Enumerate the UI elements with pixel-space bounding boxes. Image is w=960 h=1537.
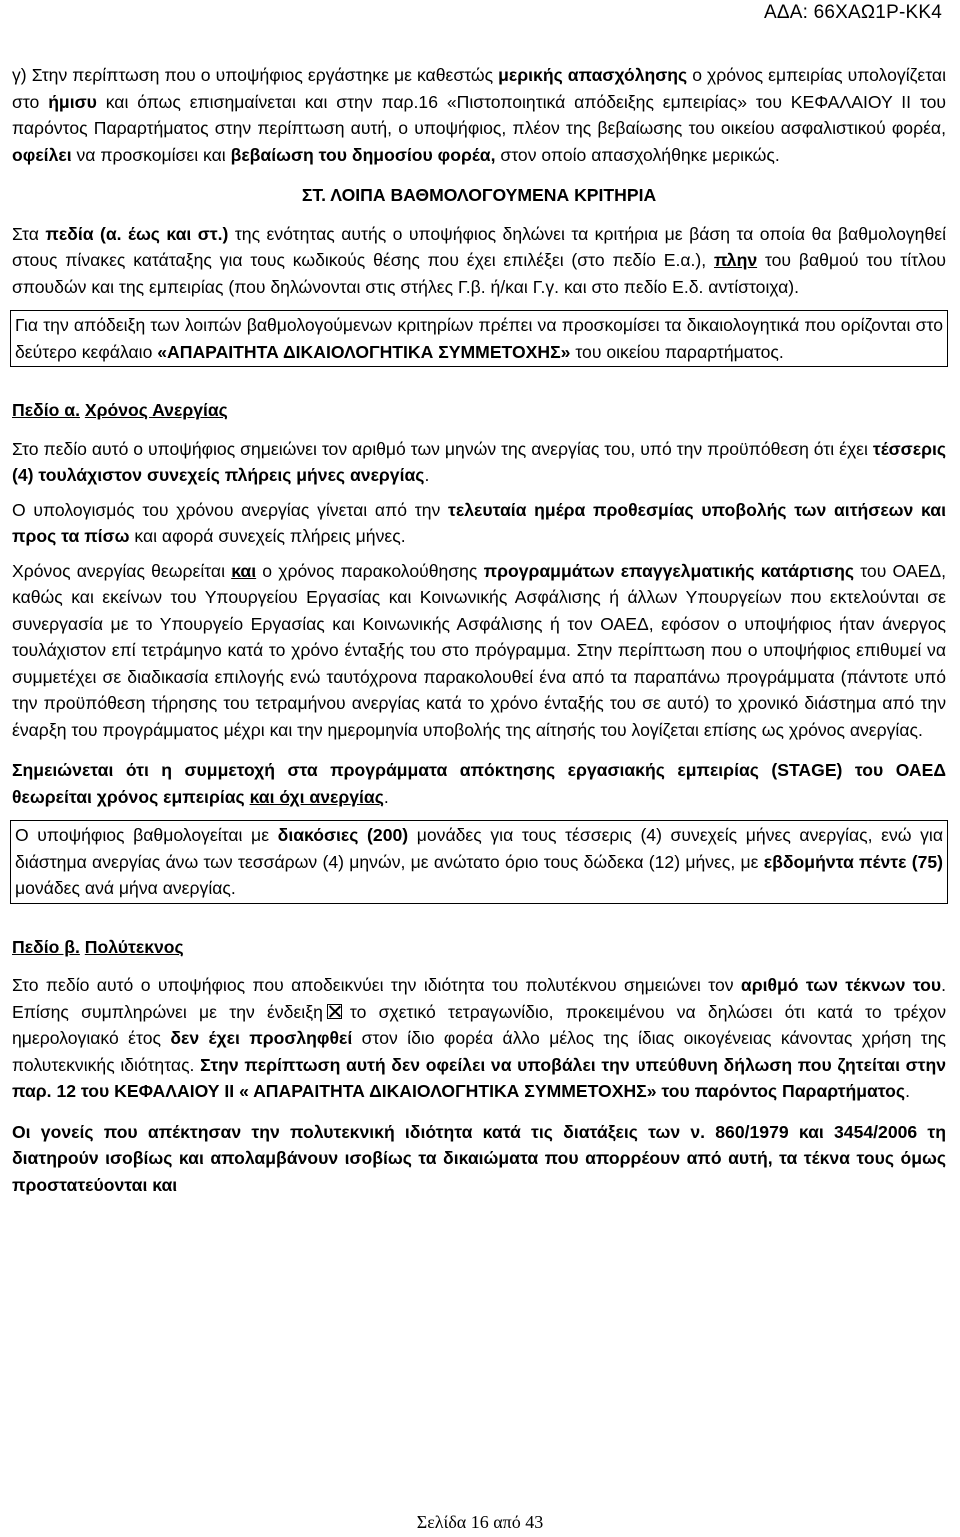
text: Για την απόδειξη των λοιπών βαθμολογούμενων κριτηρίων πρέπει να προσκομίσει τα δικαιολογητικά που ορίζονται στο δεύτερο κεφάλαιο xyxy=(15,315,943,362)
text: . xyxy=(905,1081,910,1101)
text: Στα xyxy=(12,223,46,244)
field-a-title xyxy=(12,397,946,424)
text: του ΟΑΕΔ, καθώς και εκείνων του Υπουργείου Εργασίας και Κοινωνικής Ασφάλισης ή άλλων Υπουργείων που εκτελούνται σε συνεργασία με το Υπουργείο Εργασίας και Κοινωνικής Ασφάλισης ή τον ΟΑΕΔ, εφόσον ο υποψήφιος ήταν άνεργος τουλάχιστον επί τετράμηνο κατά το χρόνο ένταξής του στο πρόγραμμα. Στην περίπτωση που ο υποψήφιος επιθυμεί να συμμετέχει σε διαδικασία επιλογής ενώ ταυτόχρονα παρακολουθεί ένα από τα παραπάνω προγράμματα (πάντοτε υπό την προϋπόθεση τήρησης του τετραμήνου ανεργίας κατά το χρόνο ένταξής του σε αυτό) το χρονικό διάστημα από την έναρξη του προγράμματος μέχρι και την ημερομηνία υποβολής της αίτησής του λογίζεται επίσης ως χρόνος ανεργίας. xyxy=(12,560,946,740)
paragraph-part-time xyxy=(12,62,946,168)
paragraph-fields-intro xyxy=(12,221,946,301)
text: Στο πεδίο αυτό ο υποψήφιος που αποδεικνύει την ιδιότητα του πολυτέκνου σημειώνει τον xyxy=(12,975,741,995)
bold-text: μερικής απασχόλησης xyxy=(498,65,688,85)
text: μονάδες για τους τέσσερις (4) συνεχείς μήνες ανεργίας, ενώ για διάστημα ανεργίας άνω των τεσσάρων (4) μηνών, με ανώτατο όριο τους δώδεκα (12) μήνες, με xyxy=(15,825,943,872)
text: Ο υπολογισμός του χρόνου ανεργίας γίνεται από την xyxy=(12,499,448,520)
bold-text: εβδομήντα πέντε (75) xyxy=(763,851,943,872)
paragraph-field-a-3 xyxy=(12,558,946,744)
paragraph-field-b-2 xyxy=(12,1119,946,1199)
field-title: Χρόνος Ανεργίας xyxy=(84,400,228,420)
text: και αφορά συνεχείς πλήρεις μήνες. xyxy=(129,526,406,546)
field-title: Πολύτεκνος xyxy=(84,936,184,957)
text: το σχετικό τετραγωνίδιο, προκειμένου να δηλώσει ότι κατά το τρέχον ημερολογιακό έτος xyxy=(12,1001,946,1048)
bold-text: βεβαίωση του δημοσίου φορέα, xyxy=(230,144,496,165)
text: στον οποίο απασχολήθηκε μερικώς. xyxy=(495,144,780,165)
field-label: Πεδίο β. xyxy=(12,936,80,957)
text: ο χρόνος εμπειρίας υπολογίζεται στο xyxy=(12,65,946,112)
bold-text: ήμισυ xyxy=(48,91,97,112)
bold-text: Σημειώνεται ότι η συμμετοχή στα προγράμματα απόκτησης εργασιακής εμπειρίας (STAGE) του ΟΑΕΔ θεωρείται χρόνος εμπειρίας xyxy=(12,760,946,807)
bold-text: «ΑΠΑΡΑΙΤΗΤΑ ΔΙΚΑΙΟΛΟΓΗΤΙΚΑ ΣΥΜΜΕΤΟΧΗΣ» xyxy=(157,341,571,362)
text: να προσκομίσει και xyxy=(71,144,231,165)
document-body xyxy=(12,62,946,1198)
text: Ο υποψήφιος βαθμολογείται με xyxy=(15,825,278,845)
text: ο χρόνος παρακολούθησης xyxy=(256,560,484,581)
bold-text: οφείλει xyxy=(12,144,72,165)
paragraph-field-a-2 xyxy=(12,497,946,550)
paragraph-field-a-4 xyxy=(12,757,946,810)
bold-text: πεδία (α. έως και στ.) xyxy=(45,223,229,244)
section-heading: ΣΤ. ΛΟΙΠΑ ΒΑΘΜΟΛΟΓΟΥΜΕΝΑ ΚΡΙΤΗΡΙΑ xyxy=(301,185,657,205)
boxed-note-scoring-a xyxy=(10,820,948,904)
text: γ) Στην περίπτωση που ο υποψήφιος εργάστηκε με καθεστώς xyxy=(12,65,499,85)
bold-text: προγραμμάτων επαγγελματικής κατάρτισης xyxy=(483,560,855,581)
text: . xyxy=(424,465,430,485)
text: της ενότητας αυτής ο υποψήφιος δηλώνει τα κριτήρια με βάση τα οποία θα βαθμολογηθεί στους πίνακες κατάταξης για τους κωδικούς θέσης που έχει επιλέξει (στο πεδίο Ε.α.), xyxy=(12,223,947,270)
field-b-title xyxy=(12,934,946,961)
checked-box-icon xyxy=(327,1004,342,1019)
boxed-paragraph xyxy=(15,822,943,902)
bold-underline-text: πλην xyxy=(713,250,758,270)
page-number: Σελίδα 16 από 43 xyxy=(416,1512,544,1532)
boxed-paragraph xyxy=(15,312,943,365)
bold-text: τέσσερις (4) τουλάχιστον συνεχείς πλήρεις μήνες ανεργίας xyxy=(12,438,946,485)
bold-text: Στην περίπτωση αυτή δεν οφείλει να υποβάλει την υπεύθυνη δήλωση που ζητείται στην παρ. 12 του ΚΕΦΑΛΑΙΟΥ ΙΙ « ΑΠΑΡΑΙΤΗΤΑ ΔΙΚΑΙΟΛΟΓΗΤΙΚΑ ΣΥΜΜΕΤΟΧΗΣ» του παρόντος Παραρτήματος xyxy=(12,1054,946,1101)
boxed-note-documents xyxy=(10,310,948,367)
bold-underline-text: και όχι ανεργίας xyxy=(249,786,384,807)
paragraph-field-b-1 xyxy=(12,972,946,1105)
text: του βαθμού του τίτλου σπουδών και της εμπειρίας (που δηλώνονται στις στήλες Γ.β. ή/και Γ.γ. και στο πεδίο Ε.δ. αντίστοιχα). xyxy=(12,250,946,297)
text: στον ίδιο φορέα άλλο μέλος της ίδιας οικογένειας κάνοντας χρήση της πολυτεκνικής ιδιότητας. xyxy=(12,1028,947,1075)
bold-text: τελευταία ημέρα προθεσμίας υποβολής των αιτήσεων και προς τα πίσω xyxy=(12,499,946,546)
bold-text: διακόσιες (200) xyxy=(277,825,409,845)
bold-underline-text: και xyxy=(231,560,257,581)
text: Χρόνος ανεργίας θεωρείται xyxy=(12,560,232,581)
field-label: Πεδίο α. xyxy=(12,400,80,420)
text: . xyxy=(383,786,389,807)
text: του οικείου παραρτήματος. xyxy=(570,341,784,362)
paragraph-field-a-1 xyxy=(12,436,946,489)
bold-text: δεν έχει προσληφθεί xyxy=(170,1028,353,1048)
text: . Επίσης συμπληρώνει με την ένδειξη xyxy=(12,975,946,1022)
text: και όπως επισημαίνεται και στην παρ.16 «Πιστοποιητικά απόδειξης εμπειρίας» του ΚΕΦΑΛΑΙΟΥ ΙΙ του παρόντος Παραρτήματος στην περίπτωση αυτή, ο υποψήφιος, πλέον της βεβαίωσης του οικείου ασφαλιστικού φορέα, xyxy=(12,91,946,138)
ada-code: ΑΔΑ: 66ΧΑΩ1Ρ-ΚΚ4 xyxy=(764,2,942,23)
text: μονάδες ανά μήνα ανεργίας. xyxy=(15,878,236,898)
text: Στο πεδίο αυτό ο υποψήφιος σημειώνει τον αριθμό των μηνών της ανεργίας του, υπό την προϋπόθεση ότι έχει xyxy=(12,438,873,459)
bold-text: αριθμό των τέκνων του xyxy=(740,975,942,995)
bold-text: Οι γονείς που απέκτησαν την πολυτεκνική ιδιότητα κατά τις διατάξεις των ν. 860/1979 και 3454/2006 τη διατηρούν ισοβίως και απολαμβάνουν ισοβίως τα δικαιώματα που απορρέουν από αυτή, τα τέκνα τους όμως προστατεύονται και xyxy=(12,1121,946,1195)
